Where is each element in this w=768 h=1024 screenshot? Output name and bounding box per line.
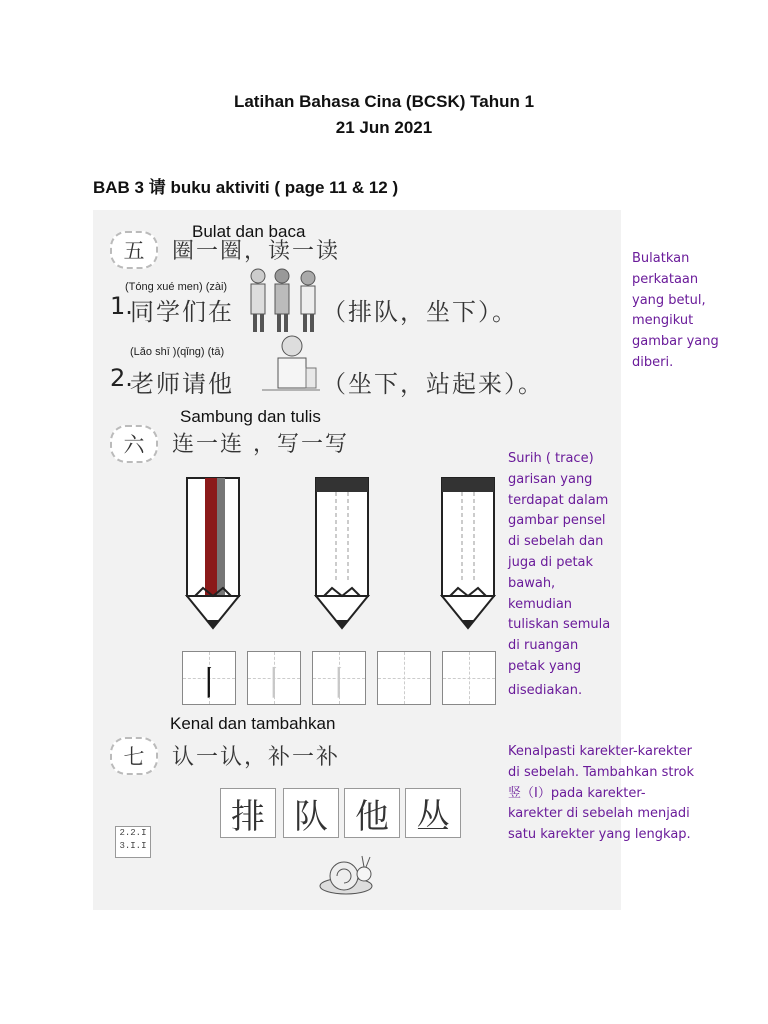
note-line: mengikut xyxy=(632,313,694,329)
students-illustration xyxy=(243,262,327,334)
item2-number: 2. xyxy=(110,364,133,392)
note-line: 竖（I）pada karekter- xyxy=(508,785,646,801)
note-line: Surih ( trace) xyxy=(508,451,594,466)
section-badge-5: 五 xyxy=(110,231,158,269)
pencil-icon xyxy=(440,476,496,632)
snail-icon xyxy=(318,852,380,896)
writing-grid-cell[interactable] xyxy=(442,651,496,705)
section7-label: Kenal dan tambahkan xyxy=(170,714,336,733)
note-line: bawah, xyxy=(508,575,556,591)
note-line: karekter di sebelah menjadi xyxy=(508,806,690,822)
note-line: garisan yang xyxy=(508,471,593,487)
writing-grid-cell[interactable] xyxy=(377,651,431,705)
grid-char: 丨 xyxy=(192,664,226,704)
section-badge-7: 七 xyxy=(110,737,158,775)
note-line: di ruangan xyxy=(508,638,579,654)
character-box[interactable]: 他 xyxy=(344,788,400,838)
section6-label: Sambung dan tulis xyxy=(180,407,321,426)
note-line: juga di petak xyxy=(508,554,594,570)
section6-note xyxy=(508,449,610,702)
writing-grid-cell[interactable] xyxy=(312,651,366,705)
teacher-illustration xyxy=(258,332,324,398)
code-line: 3.I.I xyxy=(119,841,147,851)
note-line: Bulatkan xyxy=(632,251,690,266)
section7-note xyxy=(508,742,694,846)
item2-options: （坐下，站起来）。 xyxy=(322,370,544,398)
note-line: di sebelah. Tambahkan strok xyxy=(508,764,695,780)
item2-text: 老师请他 xyxy=(130,370,234,398)
grid-char: 丨 xyxy=(257,664,291,704)
pencil-icon xyxy=(185,476,241,632)
note-line: gambar yang xyxy=(632,334,719,350)
section7-instruction: 认一认，补一补 xyxy=(172,745,341,770)
grid-char: 丨 xyxy=(322,664,356,704)
note-line: petak yang xyxy=(508,658,582,674)
item2-pinyin: (Lǎo shī )(qǐng) (tā) xyxy=(130,346,225,358)
section5-instruction: 圈一圈，读一读 xyxy=(172,239,341,264)
chapter-heading: BAB 3 请 buku aktiviti ( page 11 & 12 ) xyxy=(93,178,399,197)
note-line: di sebelah dan xyxy=(508,534,604,550)
curriculum-code xyxy=(115,826,151,858)
note-line: tuliskan semula xyxy=(508,617,611,633)
page-title: Latihan Bahasa Cina (BCSK) Tahun 1 xyxy=(233,92,535,111)
character-box[interactable]: 排 xyxy=(220,788,276,838)
writing-grid-cell[interactable] xyxy=(182,651,236,705)
page-date: 21 Jun 2021 xyxy=(335,118,433,137)
item1-text: 同学们在 xyxy=(130,298,234,326)
note-line: yang betul, xyxy=(632,292,706,308)
note-line: diberi. xyxy=(632,354,674,370)
note-line: perkataan xyxy=(632,271,699,287)
section5-note xyxy=(632,249,719,374)
section5-label: Bulat dan baca xyxy=(192,222,306,241)
note-line: satu karekter yang lengkap. xyxy=(508,827,691,843)
code-line: 2.2.I xyxy=(119,828,147,838)
character-box[interactable]: 丛 xyxy=(405,788,461,838)
note-line: disediakan. xyxy=(508,682,583,698)
pencil-icon xyxy=(314,476,370,632)
character-box[interactable]: 队 xyxy=(283,788,339,838)
section-badge-6: 六 xyxy=(110,425,158,463)
item1-options: （排队，坐下）。 xyxy=(322,298,518,326)
note-line: terdapat dalam xyxy=(508,492,609,508)
item1-pinyin: (Tóng xué men) (zài) xyxy=(125,281,228,293)
section6-instruction: 连一连 ，写一写 xyxy=(172,432,349,457)
note-line: gambar pensel xyxy=(508,513,606,529)
item1-number: 1. xyxy=(110,292,133,320)
writing-grid-cell[interactable] xyxy=(247,651,301,705)
note-line: Kenalpasti karekter-karekter xyxy=(508,744,692,759)
note-line: kemudian xyxy=(508,596,573,612)
